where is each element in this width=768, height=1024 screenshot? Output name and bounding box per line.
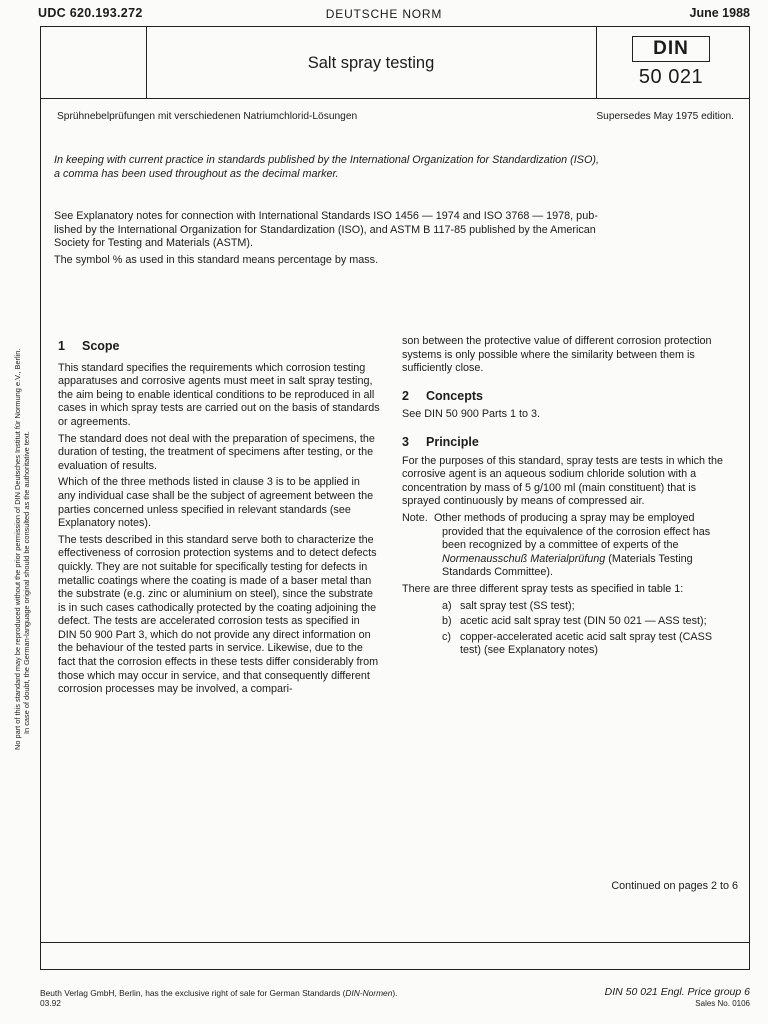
copyright-side-notice [13,270,31,750]
din-logo: DIN [632,36,710,62]
norm-label: DEUTSCHE NORM [325,7,443,21]
publisher-footer [40,988,398,1008]
standard-number: 50 021 [638,66,704,88]
list-item [442,600,732,614]
issue-date: June 1988 [689,6,750,20]
scope-paragraph: Which of the three methods listed in clause 3 is to be applied in any individual case shall be the subject of agreement between the parties concerned unless specified in relevant standards (see Explanatory notes). [58,476,374,530]
list-text: acetic acid salt spray test (DIN 50 021 — ASS test); [460,615,707,628]
section-title: Concepts [426,388,483,403]
committee-name: Normenausschuß Materialprüfung [442,552,606,565]
scope-paragraph: The standard does not deal with the preparation of specimens, the duration of testing, the treatment of specimens after testing, or the evaluation of results. [58,432,375,472]
udc-code: UDC 620.193.272 [38,6,143,20]
concepts-paragraph: See DIN 50 900 Parts 1 to 3. [402,408,541,421]
section-heading-scope [58,340,380,354]
list-text: copper-accelerated acetic acid salt spray test (CASS test) (see Explanatory notes) [460,630,713,657]
din-normen-label: DIN-Normen [345,988,393,998]
list-item [442,615,732,629]
publisher-text-end: ). [392,988,398,998]
spray-test-list [402,600,732,658]
copyright-line: No part of this standard may be reproduced without the prior permission of DIN Deutsches Institut für Normung e.V., Berlin. [13,348,22,750]
scope-continuation: son between the protective value of different corrosion protection systems is only possible where the similarity between them is sufficiently close. [402,335,712,375]
section-title: Scope [82,339,120,353]
standard-reference-footer [605,986,750,1010]
explanatory-line: See Explanatory notes for connection with International Standards ISO 1456 — 1974 and ISO 3768 — 1978, pub- [54,210,598,222]
right-column [402,335,732,658]
explanatory-note [54,210,746,267]
list-marker: c) [442,630,451,643]
scope-paragraph: This standard specifies the requirements which corrosion testing apparatuses and corrosive agents must meet in salt spray testing, the aim being to enable identical conditions to be reproduced in all cases in which spray tests are carried out on the basis of standards or agreements. [58,361,380,428]
note-text [434,512,732,580]
german-title: Sprühnebelprüfungen mit verschiedenen Natriumchlorid-Lösungen [57,111,358,122]
principle-note [402,512,732,580]
left-column [58,340,380,700]
note-label: Note. [402,511,428,524]
title-block-right-divider [596,26,597,98]
footer-code: 03.92 [40,998,61,1008]
decimal-note-line: In keeping with current practice in standards published by the International Organization for Standardization (ISO), [54,154,599,166]
principle-paragraph: There are three different spray tests as specified in table 1: [402,582,684,595]
note-text-end: (Materials Testing Standards Committee). [442,552,693,579]
section-number: 2 [402,388,409,403]
section-title: Principle [426,434,479,449]
bottom-rule [40,942,750,943]
list-marker: b) [442,615,452,628]
section-heading-concepts [402,390,732,404]
symbol-note: The symbol % as used in this standard means percentage by mass. [54,253,379,266]
decimal-marker-note [54,154,744,181]
continued-note: Continued on pages 2 to 6 [611,880,738,892]
section-number: 1 [58,339,65,353]
supersedes-note: Supersedes May 1975 edition. [596,111,734,122]
publisher-line [40,988,398,998]
sales-number: Sales No. 0106 [695,999,750,1008]
list-text: salt spray test (SS test); [460,599,575,612]
explanatory-line: Society for Testing and Materials (ASTM). [54,237,254,250]
note-text-start: Other methods of producing a spray may be employed provided that the equivalence of the corrosion effect has been recognized by a committee of experts of the [434,511,711,552]
explanatory-line: lished by the International Organization for Standardization (ISO), and ASTM B 117-85 published by the American [54,223,596,236]
scope-paragraph: The tests described in this standard serve both to characterize the effectiveness of corrosion protection systems and to detect defects quickly. They are not suitable for specifically testing for defects in metallic coatings where the coating is made of a baser metal than the substrate (e.g. zinc or aluminium on steel), since the substrate is in such cases cathodically protected by the coating adjoining the defect. The tests are accelerated corrosion tests as specified in DIN 50 900 Part 3, which do not provide any direct information on the behaviour of the tested parts in service. Likewise, due to the fact that the corrosion effects in these tests differ considerably from those which may occur in service, and that consequently different corrosion processes may be involved, a compari- [58,533,379,696]
list-marker: a) [442,599,452,612]
title-block-rule [40,98,750,99]
copyright-line: In case of doubt, the German-language original should be consulted as the authoritative text. [22,431,31,734]
section-number: 3 [402,434,409,449]
decimal-note-line: a comma has been used throughout as the decimal marker. [54,167,339,180]
section-heading-principle [402,436,732,450]
standard-reference: DIN 50 021 Engl. Price group 6 [604,986,750,998]
document-title: Salt spray testing [307,54,435,72]
list-item [442,631,732,658]
publisher-text: Beuth Verlag GmbH, Berlin, has the exclusive right of sale for German Standards ( [40,988,346,998]
principle-paragraph: For the purposes of this standard, spray tests are tests in which the corrosive agent is an aqueous sodium chloride solution with a concentration by mass of 5 g/100 ml (main constituent) that is sprayed continuously by means of compressed air. [402,454,724,508]
